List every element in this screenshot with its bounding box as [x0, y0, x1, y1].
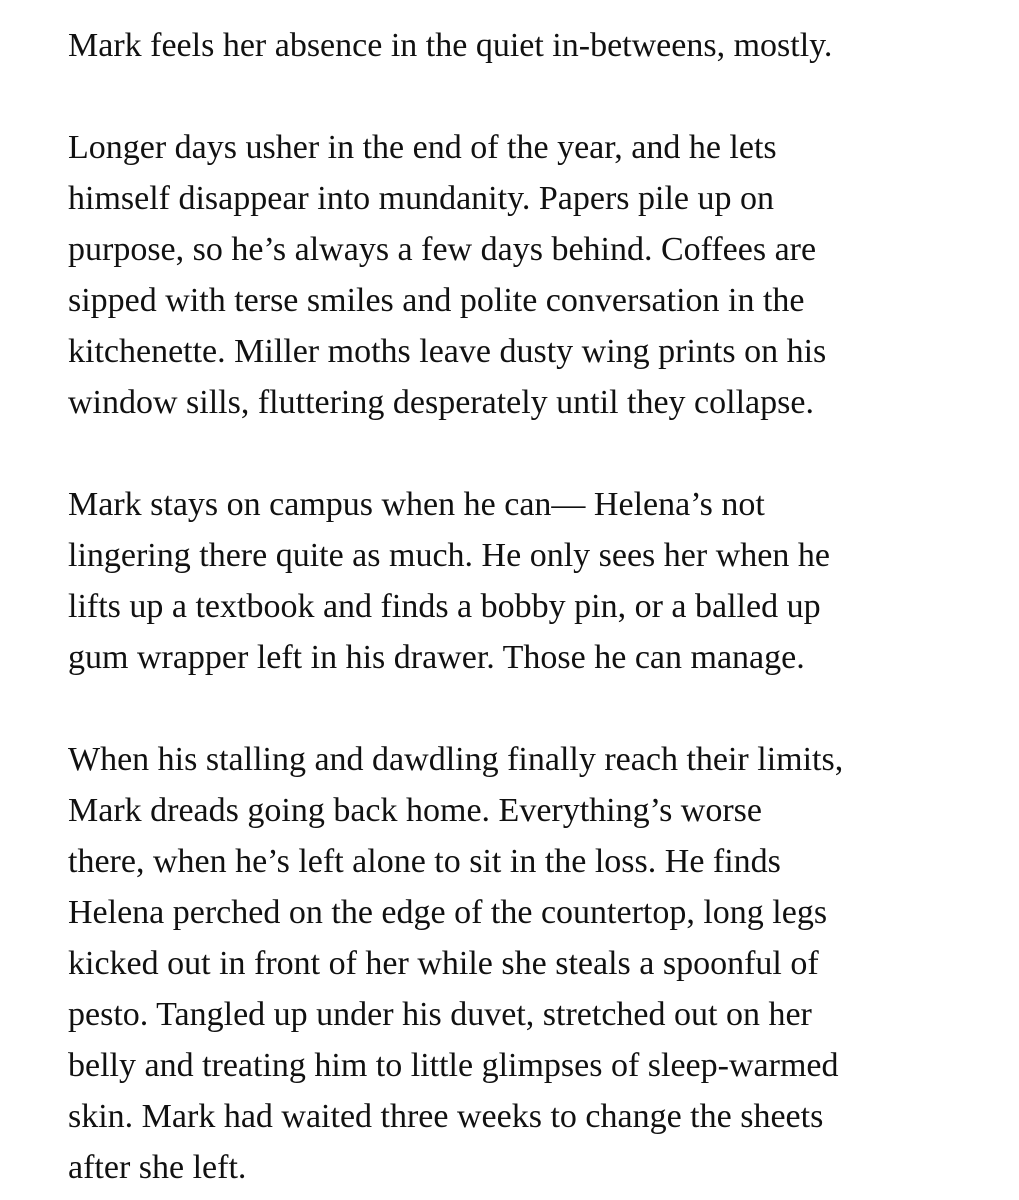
text-line: skin. Mark had waited three weeks to change the sheets	[68, 1098, 824, 1135]
text-line: kicked out in front of her while she steals a spoonful of	[68, 945, 819, 982]
text-line: pesto. Tangled up under his duvet, stretched out on her	[68, 996, 812, 1033]
text-line: belly and treating him to little glimpses of sleep-warmed	[68, 1047, 839, 1084]
paragraph-4	[68, 734, 979, 1193]
text-line: Mark dreads going back home. Everything’s worse	[68, 792, 762, 829]
text-line: Mark feels her absence in the quiet in-betweens, mostly.	[68, 27, 833, 64]
text-line: window sills, fluttering desperately until they collapse.	[68, 384, 814, 421]
text-line: himself disappear into mundanity. Papers pile up on	[68, 180, 774, 217]
text-line: lifts up a textbook and finds a bobby pin, or a balled up	[68, 588, 821, 625]
text-line: Mark stays on campus when he can— Helena’s not	[68, 486, 765, 523]
text-line: When his stalling and dawdling finally reach their limits,	[68, 741, 844, 778]
paragraph-1	[68, 20, 979, 71]
text-line: gum wrapper left in his drawer. Those he can manage.	[68, 639, 805, 676]
text-line: purpose, so he’s always a few days behind. Coffees are	[68, 231, 817, 268]
paragraph-3	[68, 479, 979, 683]
text-line: Longer days usher in the end of the year, and he lets	[68, 129, 777, 166]
text-line: after she left.	[68, 1149, 247, 1186]
text-line: sipped with terse smiles and polite conversation in the	[68, 282, 805, 319]
text-line: lingering there quite as much. He only sees her when he	[68, 537, 830, 574]
text-line: Helena perched on the edge of the countertop, long legs	[68, 894, 828, 931]
text-line: kitchenette. Miller moths leave dusty wing prints on his	[68, 333, 827, 370]
paragraph-2	[68, 122, 979, 428]
text-line: there, when he’s left alone to sit in the loss. He finds	[68, 843, 781, 880]
